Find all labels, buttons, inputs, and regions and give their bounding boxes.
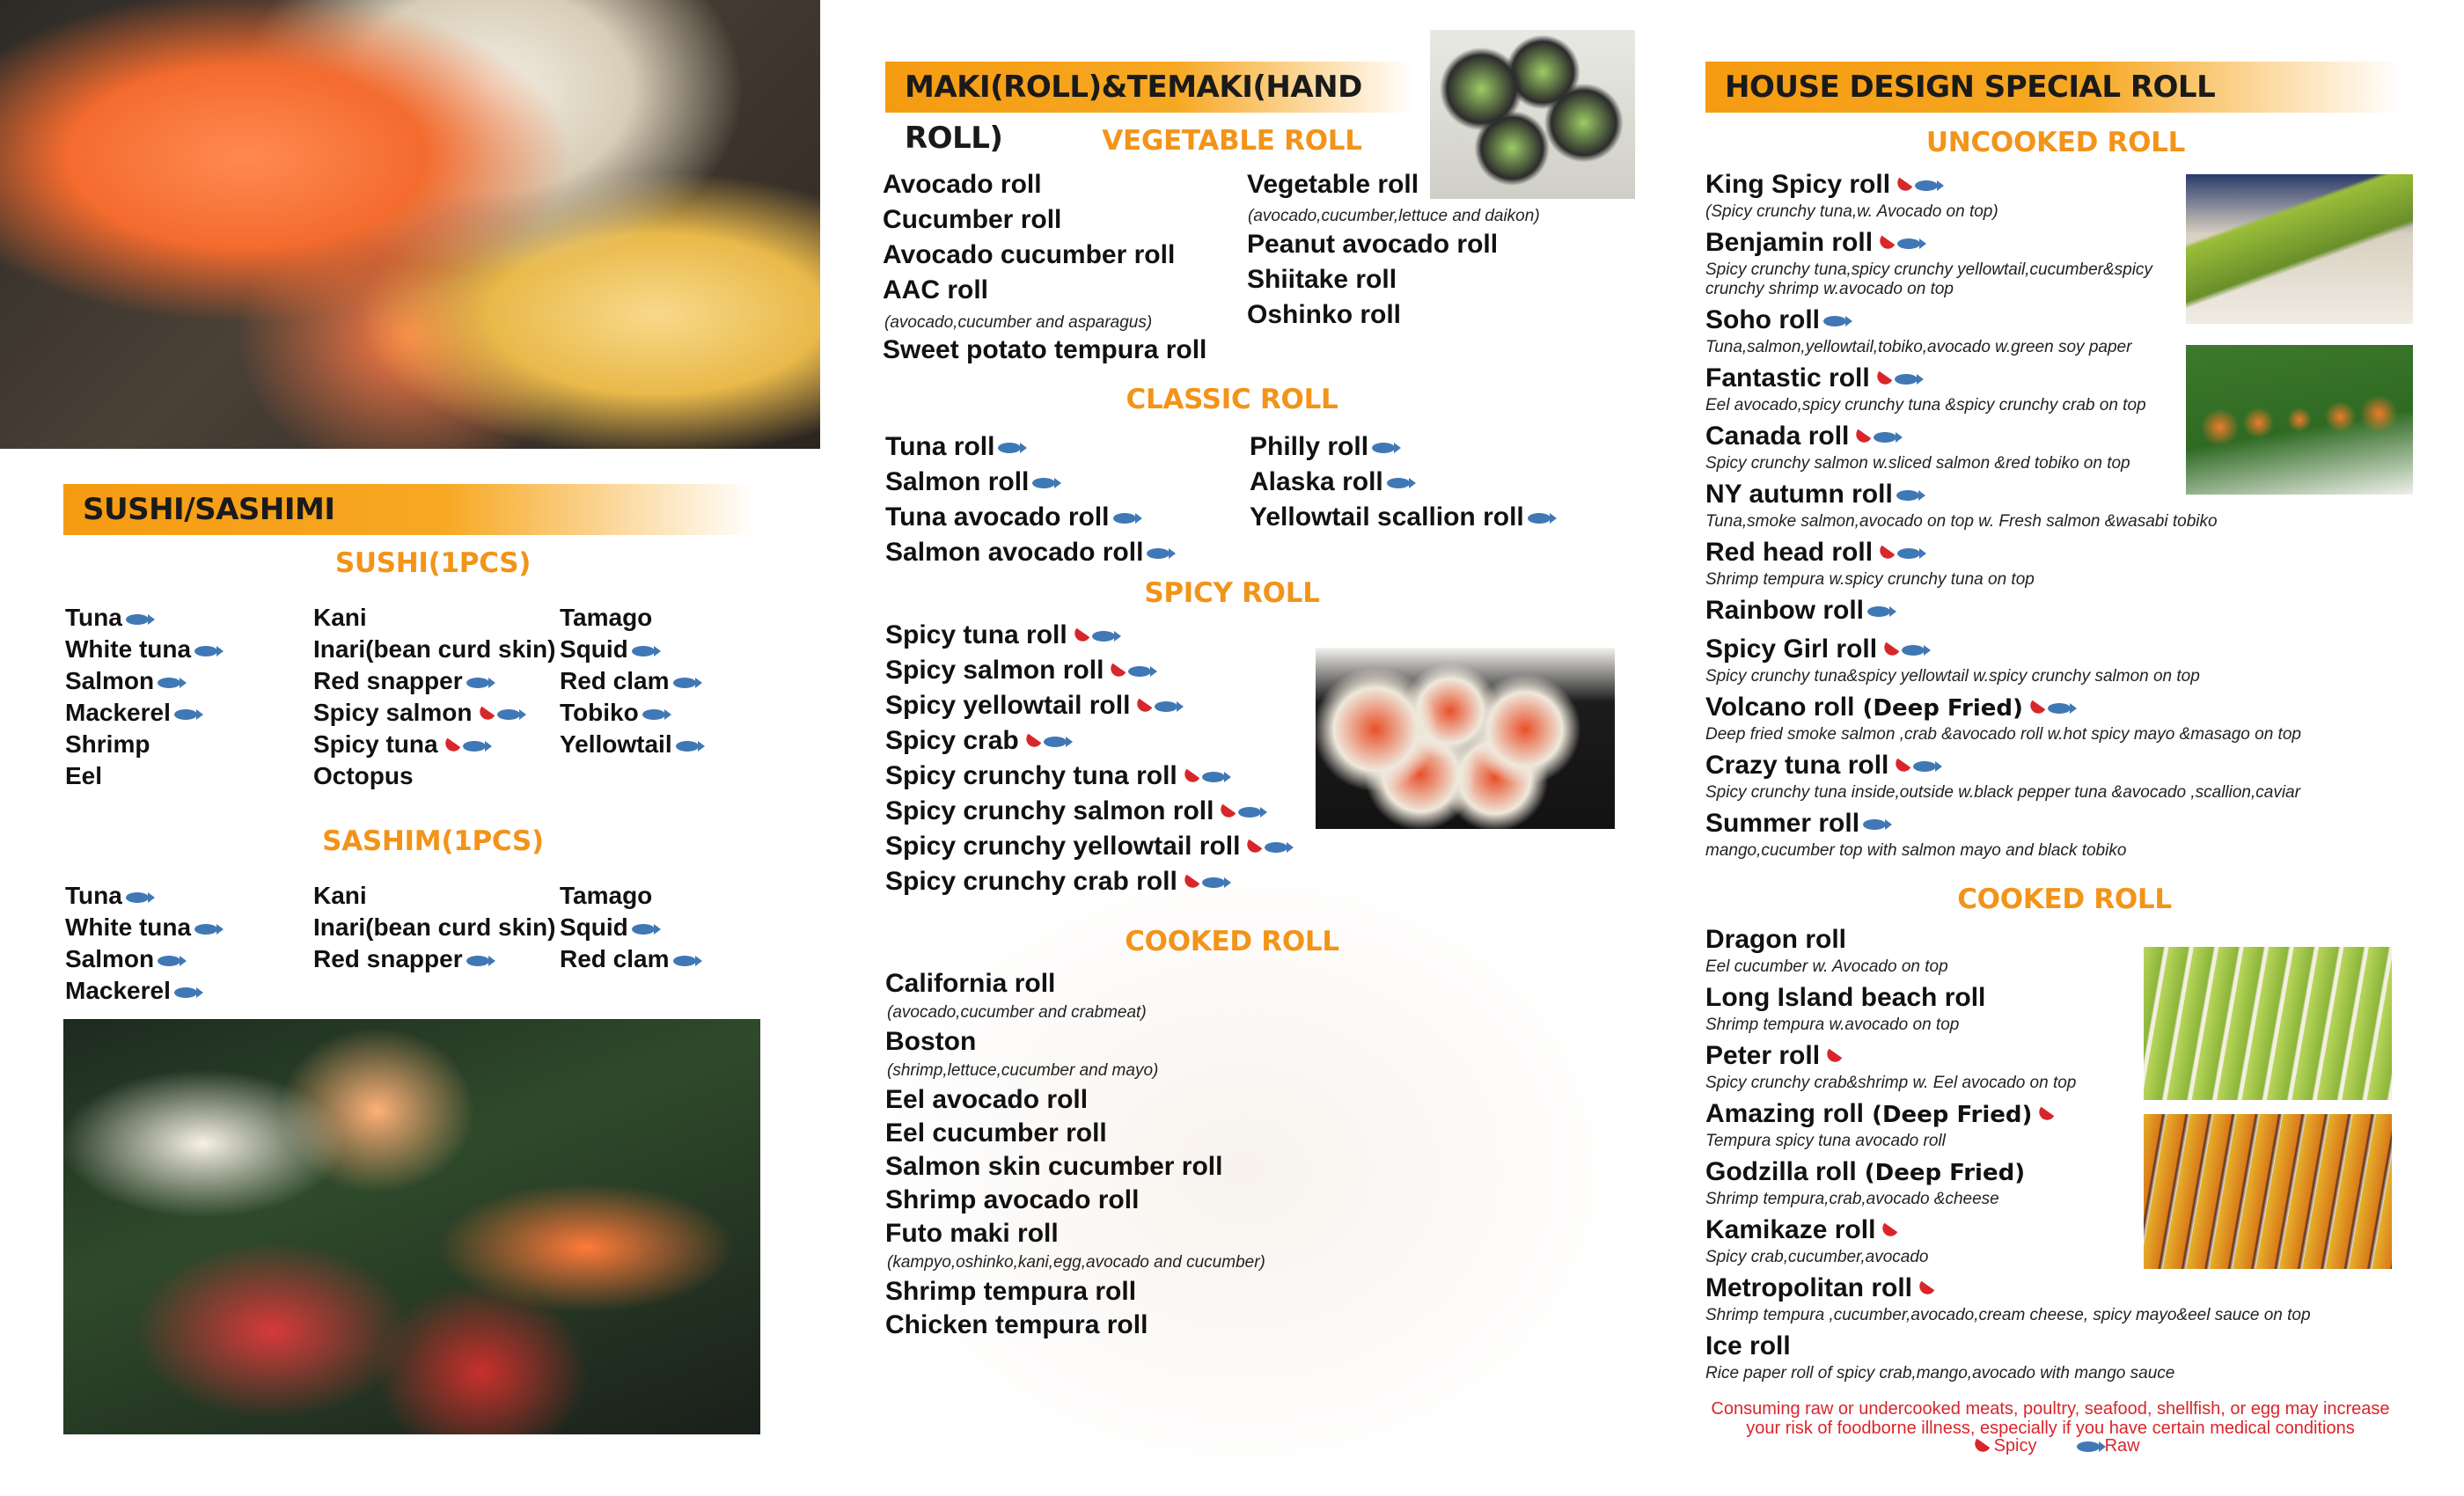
fish-icon (1902, 645, 1925, 656)
fish-icon (466, 678, 489, 688)
menu-item-label: Spicy tuna roll (885, 620, 1067, 649)
menu-item-label: Spicy salmon (313, 699, 473, 726)
menu-item (313, 634, 555, 665)
menu-item (1705, 982, 1985, 1014)
menu-item-label: Tuna (65, 882, 122, 909)
menu-item (1705, 169, 1938, 201)
menu-item (885, 760, 1225, 792)
menu-item (1705, 692, 2071, 724)
menu-item: Avocado cucumber roll (883, 240, 1176, 269)
menu-item (313, 602, 367, 634)
menu-item (313, 729, 486, 760)
menu-item (1705, 1040, 1841, 1072)
menu-item-label: Mackerel (65, 699, 171, 726)
menu-item-label: Red clam (560, 945, 670, 972)
menu-item (1705, 595, 1890, 627)
menu-item-label: Spicy salmon roll (885, 656, 1104, 685)
house-cooked-subheader: COOKED ROLL (1957, 884, 2172, 915)
menu-item-label: Salmon roll (885, 467, 1030, 496)
menu-note: Spicy crunchy tuna,spicy crunchy yellowtail,cucumber&spicy (1705, 260, 2152, 279)
chili-icon (1182, 875, 1199, 891)
menu-item-label: Soho roll (1705, 305, 1820, 334)
fish-icon (1897, 548, 1920, 559)
chili-icon (1881, 642, 1899, 659)
chili-icon (1895, 178, 1912, 194)
menu-item-label: Chicken tempura roll (885, 1310, 1148, 1339)
fish-icon (126, 614, 149, 625)
menu-item (1705, 634, 1925, 665)
menu-item-label: Canada roll (1705, 422, 1850, 451)
menu-item-label: Kani (313, 882, 367, 909)
menu-item (1705, 363, 1918, 394)
menu-note: Tempura spicy tuna avocado roll (1705, 1132, 1946, 1150)
chili-icon (1071, 628, 1089, 645)
menu-item-label: Octopus (313, 762, 414, 789)
fish-icon (1202, 877, 1225, 888)
menu-item-label: California roll (885, 969, 1056, 998)
menu-item-label: Tuna roll (885, 432, 995, 461)
menu-item (560, 634, 655, 665)
menu-item-label: Eel (65, 762, 103, 789)
menu-item (885, 1151, 1222, 1183)
menu-note: Eel avocado,spicy crunchy tuna &spicy crunchy crab on top (1705, 396, 2146, 414)
fish-icon (1867, 606, 1890, 617)
chili-icon (2028, 700, 2045, 717)
menu-item (885, 725, 1067, 757)
menu-item (65, 602, 149, 634)
sashimi-subheader: SASHIM(1PCS) (322, 825, 544, 857)
cooked-roll-photo-1 (2144, 947, 2392, 1100)
menu-item-label: Kani (313, 604, 367, 631)
menu-item-label: Inari(bean curd skin) (313, 913, 556, 941)
nigiri-photo (63, 1019, 760, 1434)
spicy-subheader: SPICY ROLL (1144, 577, 1320, 609)
chili-icon (1244, 840, 1262, 856)
menu-item-label: Rainbow roll (1705, 596, 1864, 625)
menu-item (65, 634, 217, 665)
fish-icon (463, 741, 486, 752)
menu-item (65, 697, 197, 729)
menu-item (1250, 431, 1395, 463)
chili-icon (1108, 664, 1126, 680)
fish-icon (1387, 478, 1410, 488)
menu-item (65, 665, 180, 697)
menu-item (1705, 227, 1920, 259)
menu-item (1705, 304, 1846, 336)
menu-item-label: King Spicy roll (1705, 170, 1891, 199)
menu-item-label: Godzilla roll (1705, 1157, 1857, 1186)
menu-item-label: Kamikaze roll (1705, 1215, 1876, 1244)
menu-item (65, 760, 102, 792)
house-header: HOUSE DESIGN SPECIAL ROLL (1705, 62, 2401, 113)
menu-item-label: Alaska roll (1250, 467, 1383, 496)
menu-item (1705, 1098, 2053, 1131)
menu-item (65, 880, 149, 912)
legend-raw: Raw (2104, 1436, 2140, 1456)
menu-item (560, 665, 696, 697)
menu-item-label: Summer roll (1705, 809, 1860, 838)
chili-icon (1880, 1223, 1897, 1240)
menu-item-label: White tuna (65, 913, 192, 941)
menu-item-label: Eel avocado roll (885, 1085, 1089, 1114)
menu-item: Shiitake roll (1247, 265, 1397, 294)
menu-item-label: Yellowtail (560, 730, 672, 758)
menu-note: Spicy crunchy crab&shrimp w. Eel avocado on top (1705, 1074, 2077, 1092)
menu-note: Shrimp tempura ,cucumber,avocado,cream cheese, spicy mayo&eel sauce on top (1705, 1306, 2311, 1324)
menu-item (1705, 421, 1896, 452)
menu-item-label: Spicy crunchy tuna roll (885, 761, 1177, 790)
fish-icon (2048, 703, 2071, 714)
menu-note: mango,cucumber top with salmon mayo and black tobiko (1705, 841, 2127, 860)
menu-item (313, 697, 520, 729)
menu-item (1250, 502, 1551, 533)
menu-item-label: Inari(bean curd skin) (313, 635, 556, 663)
chili-icon (1134, 699, 1152, 715)
menu-item (885, 1118, 1107, 1149)
chili-icon (442, 737, 459, 754)
fish-icon (466, 956, 489, 966)
menu-item (885, 690, 1177, 722)
menu-item (65, 943, 180, 975)
menu-item (560, 880, 652, 912)
fish-icon (1113, 513, 1136, 524)
menu-item (885, 655, 1151, 686)
fish-icon (194, 924, 217, 935)
fish-icon (632, 924, 655, 935)
menu-item-label: Tuna (65, 604, 122, 631)
menu-item (885, 1026, 976, 1058)
menu-item-label: Red snapper (313, 667, 463, 694)
maki-photo (1430, 30, 1635, 199)
menu-item-label: Volcano roll (1705, 693, 1855, 722)
menu-item (1705, 537, 1920, 568)
menu-item-label: Red head roll (1705, 538, 1874, 567)
menu-note: Spicy crab,cucumber,avocado (1705, 1248, 1929, 1266)
fish-icon (632, 646, 655, 656)
menu-item-label: Spicy yellowtail roll (885, 691, 1131, 720)
menu-item-label: Benjamin roll (1705, 228, 1874, 257)
menu-item (65, 912, 217, 943)
menu-item (885, 502, 1136, 533)
chili-icon (1917, 1281, 1934, 1298)
fish-icon (642, 709, 665, 720)
uncooked-subheader: UNCOOKED ROLL (1925, 127, 2186, 158)
fish-icon (1874, 432, 1896, 443)
menu-item-label: Spicy tuna (313, 730, 438, 758)
menu-item (560, 943, 696, 975)
menu-item (885, 831, 1287, 862)
sushi-platter-photo (0, 0, 820, 449)
menu-item (313, 880, 367, 912)
menu-note: (avocado,cucumber,lettuce and daikon) (1248, 207, 1540, 225)
fish-icon (1823, 316, 1846, 326)
menu-item-label: Shrimp avocado roll (885, 1185, 1140, 1214)
menu-item (1705, 479, 1919, 510)
special-roll-photo-1 (2186, 174, 2413, 324)
fish-icon (497, 709, 520, 720)
menu-item (1705, 750, 1936, 781)
fish-icon (126, 892, 149, 903)
menu-note: Eel cucumber w. Avocado on top (1705, 957, 1948, 976)
chili-icon (1893, 759, 1910, 775)
menu-note: (kampyo,oshinko,kani,egg,avocado and cucumber) (887, 1253, 1265, 1272)
menu-item-label: Futo maki roll (885, 1219, 1059, 1248)
chili-icon (1824, 1049, 1842, 1066)
warning-line-2: your risk of foodborne illness, especially if you have certain medical conditions (1746, 1419, 2355, 1438)
menu-item (885, 1218, 1059, 1250)
menu-item-label: Salmon avocado roll (885, 538, 1144, 567)
chili-icon (1972, 1438, 1990, 1455)
menu-item (1705, 1331, 1791, 1362)
menu-item-label: Spicy crunchy crab roll (885, 867, 1177, 896)
fish-icon (1528, 513, 1551, 524)
menu-item-label: Salmon (65, 667, 155, 694)
menu-note: Spicy crunchy tuna&spicy yellowtail w.spicy crunchy salmon on top (1705, 667, 2200, 686)
menu-item (1705, 1214, 1896, 1246)
menu-item-label: Metropolitan roll (1705, 1273, 1912, 1302)
menu-item (885, 1084, 1088, 1116)
fish-icon (1372, 443, 1395, 453)
fish-icon (1897, 238, 1920, 249)
fish-icon (1915, 180, 1938, 191)
menu-note: Tuna,salmon,yellowtail,tobiko,avocado w.green soy paper (1705, 338, 2132, 356)
menu-item (1250, 466, 1410, 498)
menu-note: Spicy crunchy tuna inside,outside w.black pepper tuna &avocado ,scallion,caviar (1705, 783, 2300, 802)
fish-icon (1092, 631, 1115, 642)
menu-item-label: Eel cucumber roll (885, 1118, 1107, 1148)
menu-item-label: White tuna (65, 635, 192, 663)
warning-line-1: Consuming raw or undercooked meats, poultry, seafood, shellfish, or egg may increase (1711, 1399, 2390, 1419)
menu-item (885, 1184, 1139, 1216)
fish-icon (1913, 761, 1936, 772)
chili-icon (2036, 1107, 2054, 1124)
menu-item-label: Dragon roll (1705, 925, 1847, 954)
menu-item (1705, 1156, 2025, 1189)
fish-icon (1044, 737, 1067, 747)
menu-item (885, 796, 1261, 827)
menu-item-label: Salmon skin cucumber roll (885, 1152, 1223, 1181)
deep-fried-label: (Deep Fried) (1864, 1102, 2033, 1128)
chili-icon (1877, 546, 1895, 562)
menu-item (885, 620, 1115, 651)
menu-item-label: Mackerel (65, 977, 171, 1004)
menu-item-label: NY autumn roll (1705, 480, 1893, 509)
fish-icon (1895, 374, 1918, 385)
cooked-subheader: COOKED ROLL (1125, 926, 1339, 957)
fish-icon (1238, 807, 1261, 818)
maki-header: MAKI(ROLL)&TEMAKI(HAND ROLL) (885, 62, 1413, 113)
menu-item (65, 975, 197, 1007)
vegetable-subheader: VEGETABLE ROLL (1102, 125, 1362, 157)
menu-item (313, 912, 555, 943)
fish-icon (1155, 701, 1177, 712)
menu-item (885, 1309, 1148, 1341)
menu-item (313, 665, 489, 697)
menu-item (885, 537, 1170, 568)
deep-fried-label: (Deep Fried) (1854, 695, 2023, 722)
menu-item: AAC roll (883, 275, 988, 304)
chili-icon (1182, 769, 1199, 786)
menu-item (885, 866, 1225, 898)
menu-item-label: Boston (885, 1027, 977, 1056)
chili-icon (1023, 734, 1041, 751)
menu-item-label: Salmon (65, 945, 155, 972)
menu-note: (avocado,cucumber and asparagus) (884, 313, 1153, 332)
chili-icon (476, 706, 494, 722)
deep-fried-label: (Deep Fried) (1856, 1160, 2026, 1186)
menu-item: Sweet potato tempura roll (883, 335, 1207, 364)
fish-icon (1032, 478, 1055, 488)
menu-item (885, 466, 1055, 498)
fish-icon (174, 709, 197, 720)
menu-note: (Spicy crunchy tuna,w. Avocado on top) (1705, 202, 1998, 221)
fish-icon (1265, 842, 1287, 853)
menu-note: (shrimp,lettuce,cucumber and mayo) (887, 1061, 1159, 1080)
menu-note: Shrimp tempura w.spicy crunchy tuna on top (1705, 570, 2035, 589)
menu-item (560, 697, 665, 729)
menu-item (885, 968, 1055, 1000)
menu-item-label: Spicy crab (885, 726, 1019, 755)
menu-item-label: Ice roll (1705, 1331, 1791, 1360)
menu-item-label: Shrimp tempura roll (885, 1277, 1137, 1306)
menu-item-label: Squid (560, 635, 628, 663)
menu-item-label: Philly roll (1250, 432, 1369, 461)
legend-spicy: Spicy (1993, 1436, 2037, 1456)
chili-icon (1218, 804, 1236, 821)
menu-item (560, 729, 699, 760)
menu-note: Deep fried smoke salmon ,crab &avocado roll w.hot spicy mayo &masago on top (1705, 725, 2301, 744)
menu-item (313, 943, 489, 975)
fish-icon (998, 443, 1021, 453)
menu-item (885, 431, 1021, 463)
menu-item (560, 602, 652, 634)
classic-subheader: CLASSIC ROLL (1126, 384, 1338, 415)
menu-item-label: Tuna avocado roll (885, 502, 1110, 532)
menu-item-label: Peter roll (1705, 1041, 1821, 1070)
menu-item-label: Shrimp (65, 730, 150, 758)
menu-note: Shrimp tempura,crab,avocado &cheese (1705, 1190, 1999, 1208)
menu-item: Cucumber roll (883, 205, 1062, 234)
fish-icon (1128, 666, 1151, 677)
menu-note: (avocado,cucumber and crabmeat) (887, 1003, 1147, 1022)
menu-note: Shrimp tempura w.avocado on top (1705, 1016, 1960, 1034)
menu-item (1705, 924, 1846, 956)
menu-item-label: Fantastic roll (1705, 363, 1870, 392)
sushi-subheader: SUSHI(1PCS) (334, 547, 532, 579)
menu-note: crunchy shrimp w.avocado on top (1705, 280, 1954, 298)
menu-item: Vegetable roll (1247, 170, 1419, 199)
cooked-roll-photo-2 (2144, 1114, 2392, 1269)
menu-item-label: Long Island beach roll (1705, 983, 1986, 1012)
fish-icon (673, 678, 696, 688)
fish-icon (174, 987, 197, 998)
menu-item-label: Tamago (560, 604, 653, 631)
spicy-roll-photo (1316, 648, 1615, 829)
menu-note: Rice paper roll of spicy crab,mango,avocado with mango sauce (1705, 1364, 2175, 1382)
fish-icon (158, 956, 180, 966)
fish-icon (2077, 1441, 2100, 1452)
fish-icon (158, 678, 180, 688)
legend (1968, 1436, 2140, 1456)
menu-item-label: Red snapper (313, 945, 463, 972)
menu-item (313, 760, 414, 792)
menu-item-label: Squid (560, 913, 628, 941)
fish-icon (1147, 548, 1170, 559)
menu-item-label: Spicy Girl roll (1705, 634, 1878, 664)
menu-note: Tuna,smoke salmon,avocado on top w. Fresh salmon &wasabi tobiko (1705, 512, 2218, 531)
menu-item: Peanut avocado roll (1247, 230, 1499, 259)
menu-item (560, 912, 655, 943)
fish-icon (1896, 490, 1919, 501)
menu-item-label: Red clam (560, 667, 670, 694)
menu-item (1705, 1272, 1933, 1304)
chili-icon (1874, 371, 1891, 388)
fish-icon (673, 956, 696, 966)
menu-item-label: Amazing roll (1705, 1099, 1865, 1128)
menu-note: Spicy crunchy salmon w.sliced salmon &red tobiko on top (1705, 454, 2130, 473)
special-roll-photo-2 (2186, 345, 2413, 495)
chili-icon (1853, 429, 1871, 446)
menu-item-label: Spicy crunchy salmon roll (885, 796, 1214, 825)
menu-item: Avocado roll (883, 170, 1042, 199)
menu-item-label: Tamago (560, 882, 653, 909)
fish-icon (1202, 772, 1225, 782)
chili-icon (1877, 236, 1895, 253)
menu-item-label: Crazy tuna roll (1705, 751, 1889, 780)
fish-icon (676, 741, 699, 752)
fish-icon (1863, 819, 1886, 830)
sushi-sashimi-header: SUSHI/SASHIMI (63, 484, 755, 535)
menu-item-label: Yellowtail scallion roll (1250, 502, 1524, 532)
menu-item (1705, 808, 1886, 840)
menu-item-label: Spicy crunchy yellowtail roll (885, 832, 1241, 861)
fish-icon (194, 646, 217, 656)
menu-item (65, 729, 150, 760)
menu-item-label: Tobiko (560, 699, 639, 726)
menu-item (885, 1276, 1136, 1308)
menu-item: Oshinko roll (1247, 300, 1402, 329)
